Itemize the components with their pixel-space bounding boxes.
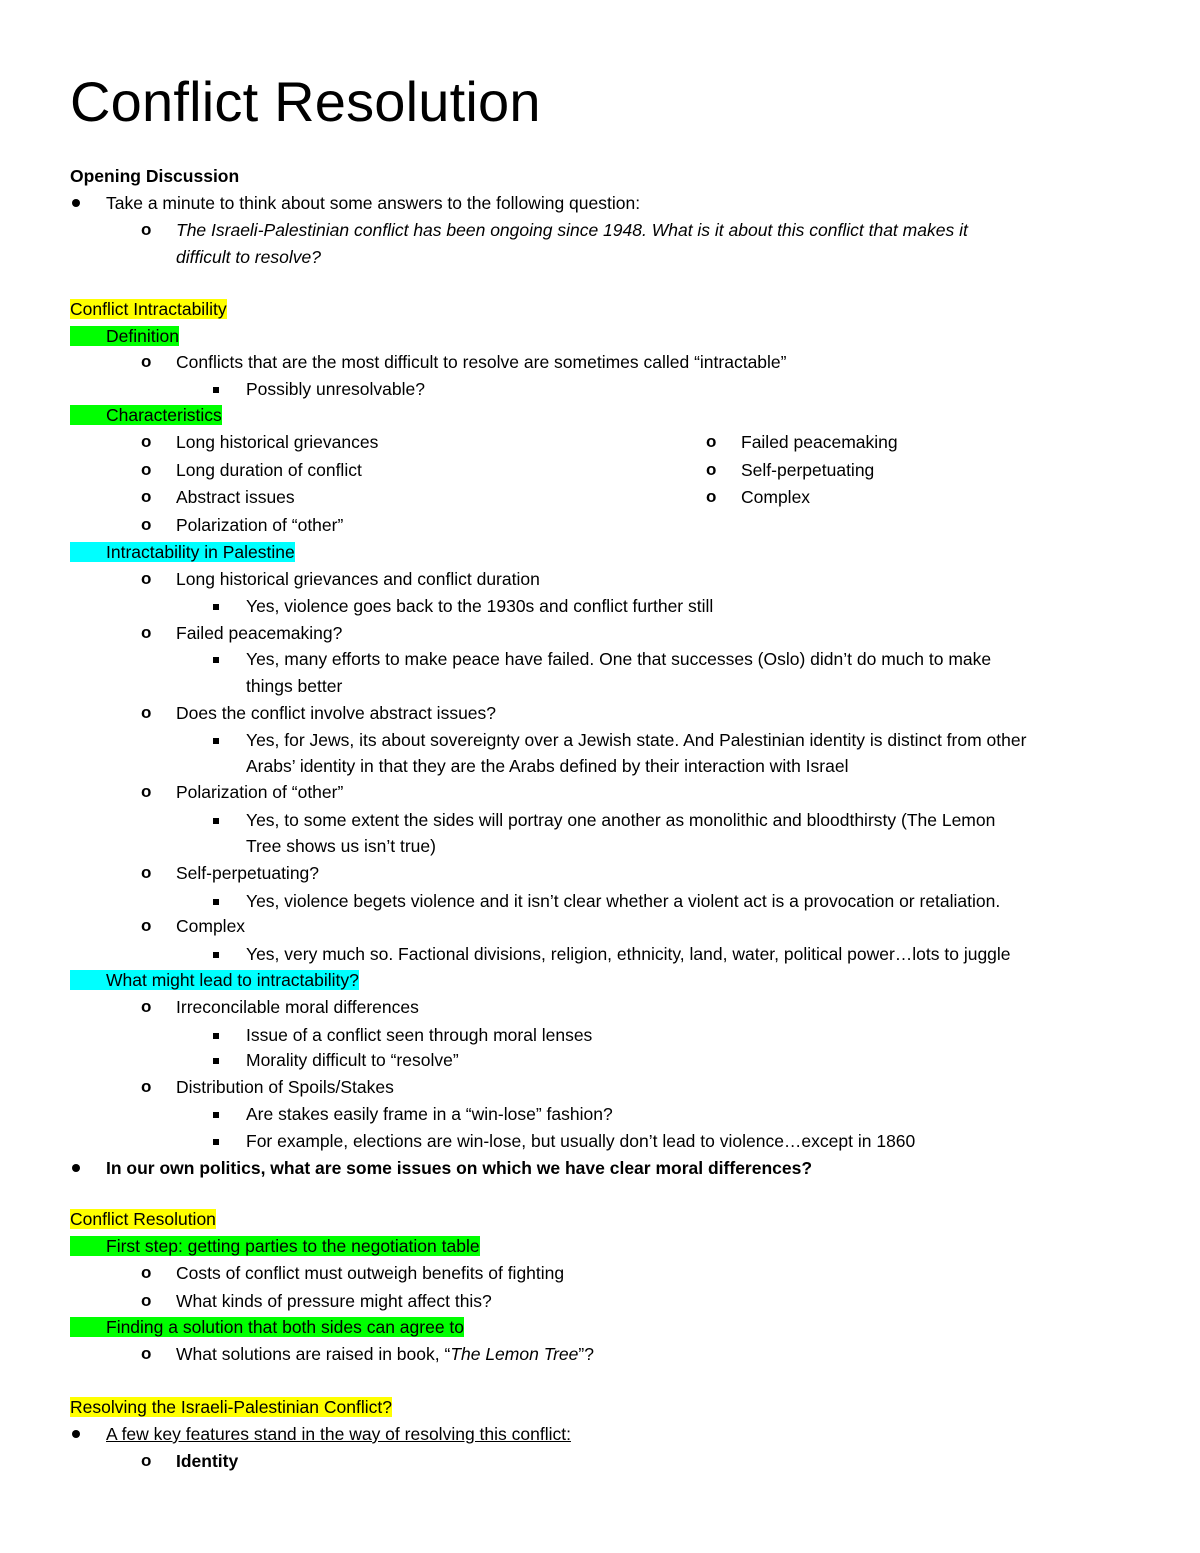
circle-bullet-icon: o <box>141 1077 152 1096</box>
palestine-question: Complex <box>176 916 246 936</box>
characteristic-item: Polarization of “other” <box>176 515 344 535</box>
resolution-step2: Finding a solution that both sides can agree to <box>70 1317 464 1337</box>
characteristic-item: Failed peacemaking <box>741 432 898 452</box>
characteristic-item: Long duration of conflict <box>176 460 362 480</box>
resolution-item <box>176 1343 594 1365</box>
circle-bullet-icon: o <box>141 1291 152 1310</box>
palestine-answer-cont: Tree shows us isn’t true) <box>246 836 436 856</box>
circle-bullet-icon: o <box>141 569 152 588</box>
palestine-answer: Yes, many efforts to make peace have failed. One that successes (Oslo) didn’t do much to make <box>246 649 992 669</box>
lead-sub: For example, elections are win-lose, but usually don’t lead to violence…except in 1860 <box>246 1131 916 1151</box>
palestine-answer: Yes, for Jews, its about sovereignty over a Jewish state. And Palestinian identity is distinct from other <box>246 730 1027 750</box>
lead-sub: Issue of a conflict seen through moral lenses <box>246 1025 593 1045</box>
palestine-answer: Yes, violence begets violence and it isn’t clear whether a violent act is a provocation or retaliation. <box>246 891 1001 911</box>
circle-bullet-icon: o <box>141 916 152 935</box>
characteristic-item: Self-perpetuating <box>741 460 875 480</box>
circle-bullet-icon: o <box>141 703 152 722</box>
lead-item: Distribution of Spoils/Stakes <box>176 1077 394 1097</box>
circle-bullet-icon: o <box>141 487 152 506</box>
opening-question-line1: The Israeli-Palestinian conflict has been ongoing since 1948. What is it about this conflict that makes it <box>176 220 968 240</box>
resolution-item: Costs of conflict must outweigh benefits of fighting <box>176 1263 565 1283</box>
circle-bullet-icon: o <box>141 863 152 882</box>
characteristic-item: Complex <box>741 487 811 507</box>
palestine-answer: Yes, violence goes back to the 1930s and conflict further still <box>246 596 714 616</box>
resolution-item-end: ”? <box>578 1344 594 1364</box>
characteristic-item: Long historical grievances <box>176 432 379 452</box>
circle-bullet-icon: o <box>706 432 717 451</box>
circle-bullet-icon: o <box>141 782 152 801</box>
palestine-label: Intractability in Palestine <box>70 542 295 562</box>
lead-label: What might lead to intractability? <box>70 970 359 990</box>
resolving-bullet: A few key features stand in the way of resolving this conflict: <box>106 1424 571 1444</box>
circle-bullet-icon: o <box>706 487 717 506</box>
definition-label: Definition <box>70 326 179 346</box>
circle-bullet-icon: o <box>141 1344 152 1363</box>
palestine-question: Failed peacemaking? <box>176 623 343 643</box>
politics-question: In our own politics, what are some issues on which we have clear moral differences? <box>106 1158 813 1178</box>
intractability-heading: Conflict Intractability <box>70 299 227 319</box>
circle-bullet-icon: o <box>706 460 717 479</box>
palestine-question: Long historical grievances and conflict duration <box>176 569 540 589</box>
resolution-item: What kinds of pressure might affect this? <box>176 1291 492 1311</box>
lead-sub: Are stakes easily frame in a “win-lose” fashion? <box>246 1104 613 1124</box>
circle-bullet-icon: o <box>141 460 152 479</box>
characteristics-label: Characteristics <box>70 405 222 425</box>
palestine-question: Does the conflict involve abstract issues? <box>176 703 497 723</box>
palestine-question: Self-perpetuating? <box>176 863 320 883</box>
lead-item: Irreconcilable moral differences <box>176 997 419 1017</box>
lead-sub: Morality difficult to “resolve” <box>246 1050 459 1070</box>
circle-bullet-icon: o <box>141 352 152 371</box>
resolution-heading: Conflict Resolution <box>70 1209 216 1229</box>
definition-item: Conflicts that are the most difficult to resolve are sometimes called “intractable” <box>176 352 787 372</box>
resolving-item: Identity <box>176 1451 239 1471</box>
palestine-answer: Yes, to some extent the sides will portray one another as monolithic and bloodthirsty (The Lemon <box>246 810 996 830</box>
book-title: The Lemon Tree <box>450 1344 579 1364</box>
opening-bullet: Take a minute to think about some answers to the following question: <box>106 193 641 213</box>
page-title: Conflict Resolution <box>70 70 541 133</box>
circle-bullet-icon: o <box>141 1451 152 1470</box>
circle-bullet-icon: o <box>141 432 152 451</box>
opening-heading: Opening Discussion <box>70 166 240 186</box>
circle-bullet-icon: o <box>141 220 152 239</box>
resolving-heading: Resolving the Israeli-Palestinian Conflict? <box>70 1397 392 1417</box>
resolution-item-text: What solutions are raised in book, “ <box>176 1344 451 1364</box>
palestine-answer: Yes, very much so. Factional divisions, religion, ethnicity, land, water, political power…lots to juggle <box>246 944 1011 964</box>
resolution-step1: First step: getting parties to the negotiation table <box>70 1236 480 1256</box>
circle-bullet-icon: o <box>141 997 152 1016</box>
characteristic-item: Abstract issues <box>176 487 295 507</box>
palestine-question: Polarization of “other” <box>176 782 344 802</box>
palestine-answer-cont: Arabs’ identity in that they are the Arabs defined by their interaction with Israel <box>246 756 849 776</box>
opening-question-line2: difficult to resolve? <box>176 247 321 267</box>
circle-bullet-icon: o <box>141 515 152 534</box>
palestine-answer-cont: things better <box>246 676 343 696</box>
circle-bullet-icon: o <box>141 1263 152 1282</box>
definition-sub: Possibly unresolvable? <box>246 379 425 399</box>
circle-bullet-icon: o <box>141 623 152 642</box>
